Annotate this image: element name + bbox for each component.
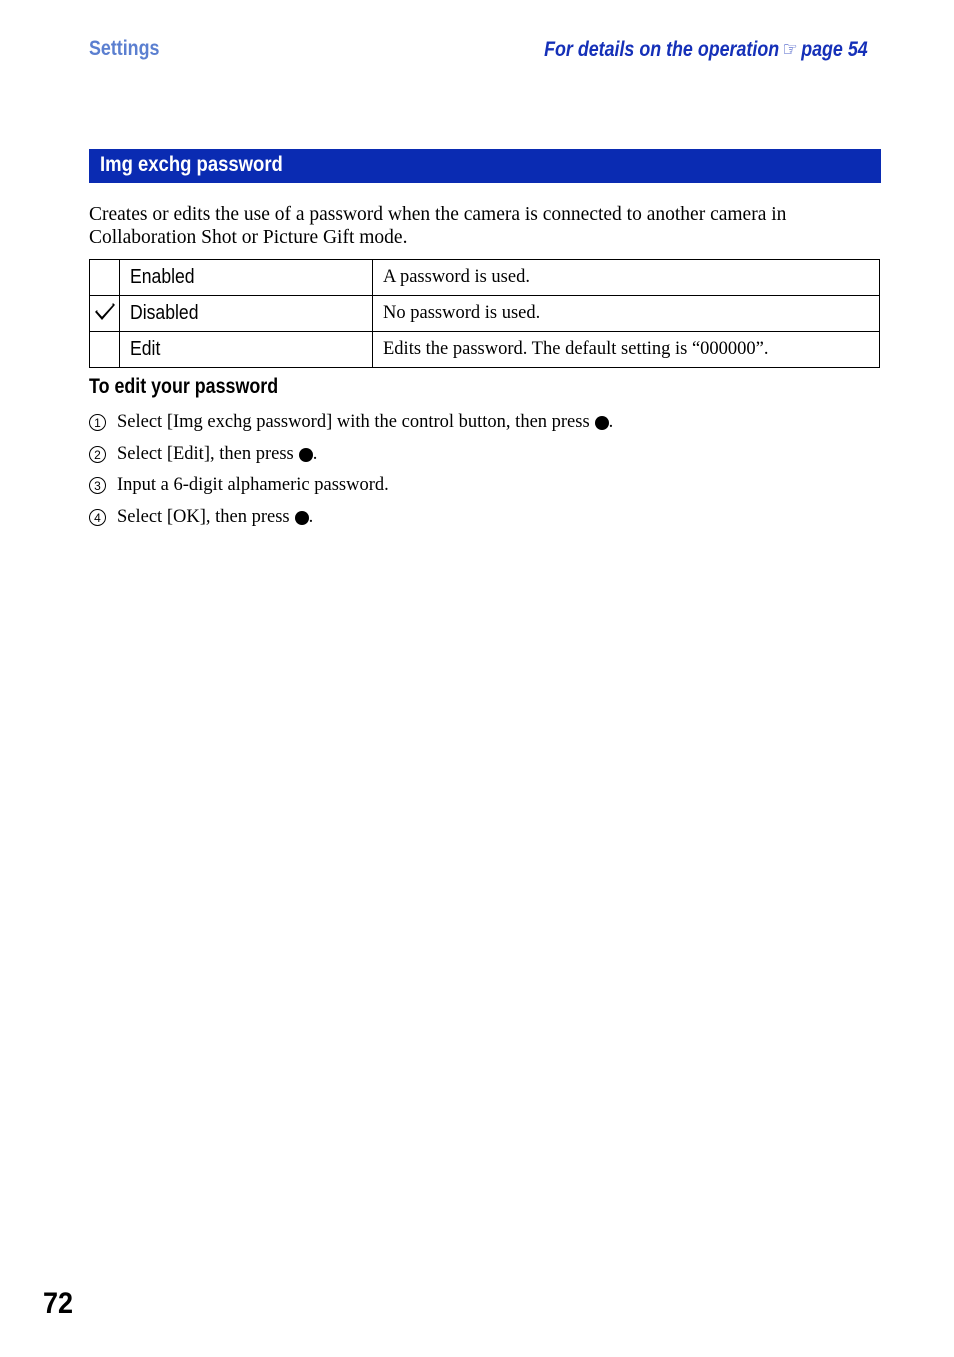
step-text: Select [OK], then press [117,507,290,527]
option-description: Edits the password. The default setting is “000000”. [373,332,880,368]
step-item: 2 Select [Edit], then press . [89,444,317,465]
options-table [89,259,880,368]
option-description: A password is used. [373,260,880,296]
table-row [90,260,880,296]
option-label-cell [120,296,373,332]
header-details-reference[interactable] [544,37,868,62]
step-item: 1 Select [Img exchg password] with the control button, then press . [89,412,613,433]
section-title-bar [89,149,881,183]
step-number-icon: 1 [89,414,106,431]
step-text: Select [Img exchg password] with the control button, then press [117,412,590,432]
step-text: Input a 6-digit alphameric password. [117,475,389,495]
option-description: No password is used. [373,296,880,332]
section-title: Img exchg password [100,153,283,176]
header-section-label: Settings [89,37,160,60]
option-label: Edit [130,338,161,360]
step-number-icon: 4 [89,509,106,526]
subheading: To edit your password [89,375,279,398]
option-label: Enabled [130,266,195,288]
default-mark-cell [90,260,120,296]
option-label: Disabled [130,302,199,324]
option-label-cell [120,260,373,296]
table-row [90,332,880,368]
center-button-icon [595,416,609,430]
page-number: 72 [43,1287,74,1320]
step-text: Select [Edit], then press [117,444,294,464]
intro-paragraph: Creates or edits the use of a password when the camera is connected to another camera in Collaboration Shot or Picture Gift mode. [89,204,787,248]
step-item: 4 Select [OK], then press . [89,507,313,528]
option-label-cell [120,332,373,368]
pointing-hand-icon: ☞ [782,39,799,61]
step-number-icon: 2 [89,446,106,463]
checkmark-icon [94,301,116,321]
step-item [89,475,389,496]
header-details-page: page 54 [801,38,868,61]
default-mark-cell [90,296,120,332]
step-number-icon: 3 [89,477,106,494]
table-row [90,296,880,332]
header-details-prefix: For details on the operation [544,38,780,61]
center-button-icon [299,448,313,462]
center-button-icon [295,511,309,525]
default-mark-cell [90,332,120,368]
